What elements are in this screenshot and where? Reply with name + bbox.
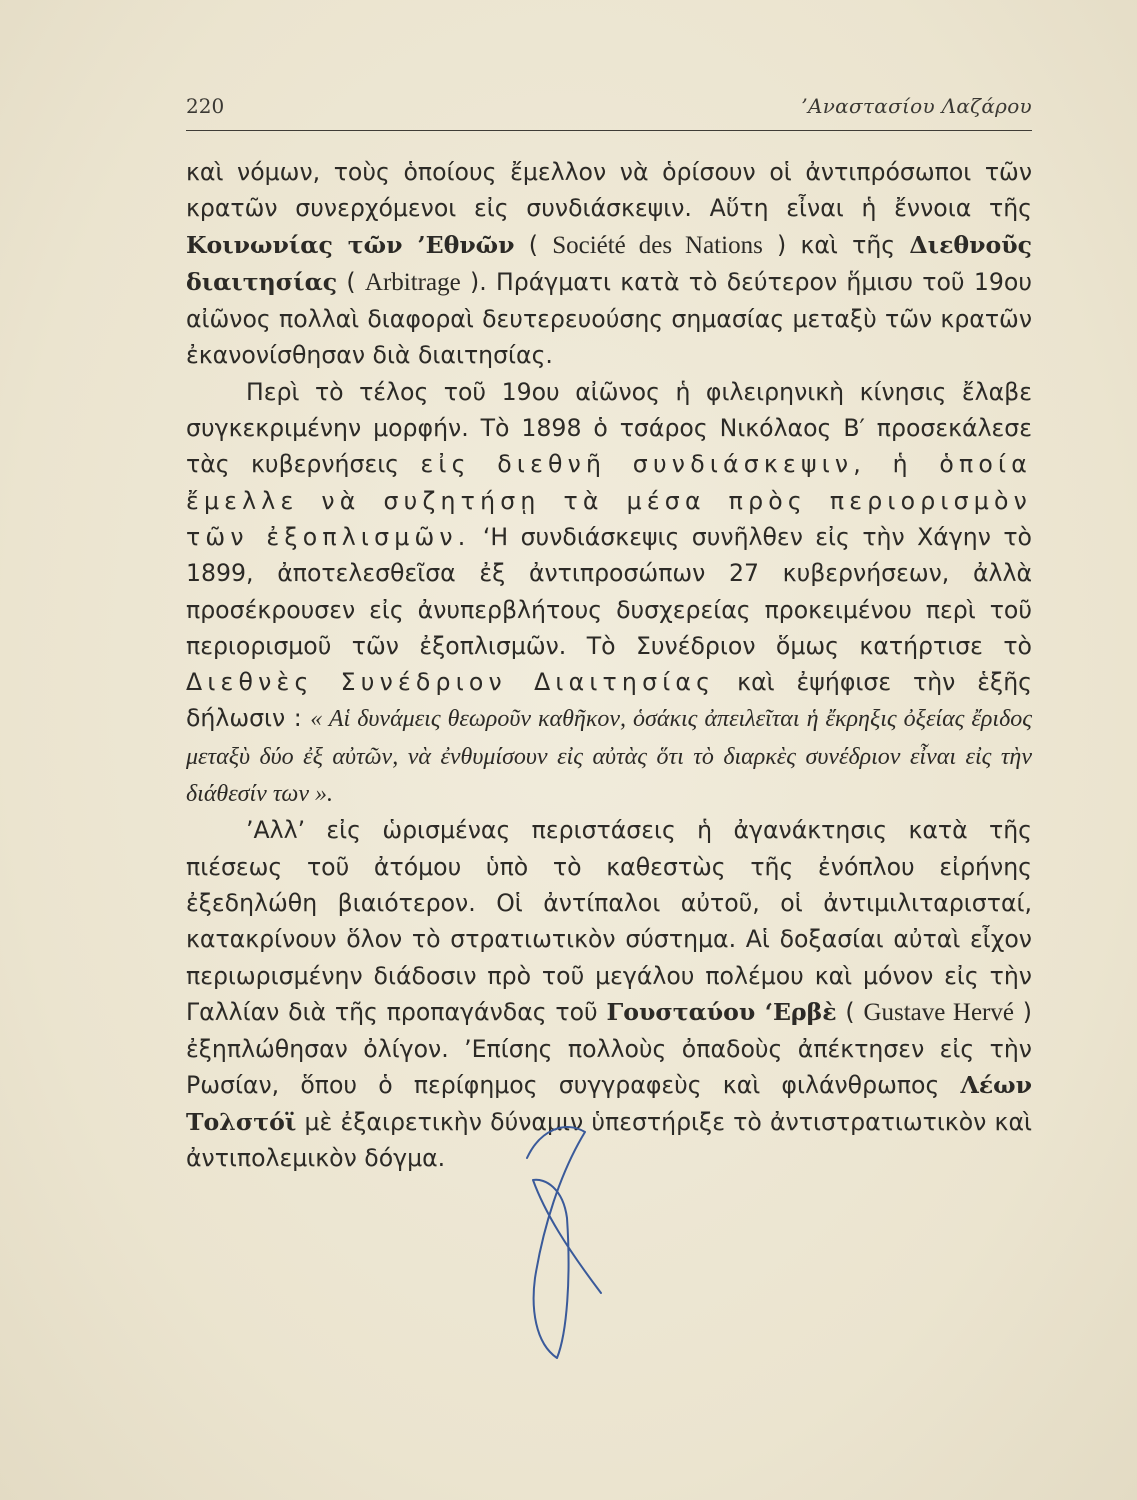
text-segment: μὲ ἐξαιρετικὴν δύναμιν ὑπεστήριξε τὸ ἀντιστρατιωτικὸν καὶ ἀντιπολεμικὸν δόγμα. bbox=[186, 1107, 1032, 1173]
text-segment: ( bbox=[514, 230, 553, 259]
paragraph-2 bbox=[186, 374, 1032, 813]
text-segment: καὶ νόμων, τοὺς ὁποίους ἔμελλον νὰ ὁρίσουν οἱ ἀντιπρόσωποι τῶν κρατῶν συνερχόμενοι εἰς συνδιάσκεψιν. Αὕτη εἶναι ἡ ἔννοια τῆς bbox=[186, 158, 1032, 223]
text-segment: Διεθνοῦς διαιτησίας bbox=[186, 230, 1032, 296]
body-text bbox=[186, 154, 1032, 1176]
text-segment: ‘Η συνδιάσκεψις συνῆλθεν εἰς τὴν Χάγην τὸ 1899, ἀποτελεσθεῖσα ἐξ ἀντιπροσώπων 27 κυβερνήσεων, ἀλλὰ προσέκρουσεν εἰς ἀνυπερβλήτους δυσχερείας προκειμένου περὶ τοῦ περιορισμοῦ τῶν ἐξοπλισμῶν. Τὸ Συνέδριον ὅμως κατήρτισε τὸ bbox=[186, 522, 1032, 660]
text-segment: Διεθνὲς Συνέδριον Διαιτησίας bbox=[186, 668, 716, 697]
running-head-author: ’Αναστασίου Λαζάρου bbox=[801, 94, 1032, 118]
paragraph-1 bbox=[186, 154, 1032, 374]
text-segment: Λέων Τολστόϊ bbox=[186, 1071, 1032, 1136]
text-segment: ’Αλλ’ εἰς ὡρισμένας περιστάσεις ἡ ἀγανάκτησις κατὰ τῆς πιέσεως τοῦ ἀτόμου ὑπὸ τὸ καθεστὼς τῆς ἐνόπλου εἰρήνης ἐξεδηλώθη βιαιότερον. Οἱ ἀντίπαλοι αὐτοῦ, οἱ ἀντιμιλιταρισταί, κατακρίνουν ὅλον τὸ στρατιωτικὸν σύστημα. Αἱ δοξασίαι αὐταὶ εἶχον περιωρισμένην διάδοσιν πρὸ τοῦ μεγάλου πολέμου καὶ μόνον εἰς τὴν Γαλλίαν διὰ τῆς προπαγάνδας τοῦ bbox=[186, 816, 1032, 1026]
text-segment: ( bbox=[337, 267, 365, 296]
header-rule bbox=[186, 130, 1032, 131]
text-segment: « Αἱ δυνάμεις θεωροῦν καθῆκον, ὁσάκις ἀπειλεῖται ἡ ἔκρηξις ὀξείας ἔριδος μεταξὺ δύο ἐξ αὐτῶν, νὰ ἐνθυμίσουν εἰς αὐτὰς ὅτι τὸ διαρκὲς συνέδριον εἶναι εἰς τὴν διάθεσίν των ». bbox=[186, 706, 1032, 808]
text-segment: Περὶ τὸ τέλος τοῦ 19ου αἰῶνος ἡ φιλειρηνικὴ κίνησις ἔλαβε συγκεκριμένην μορφήν. Τὸ 1898 ὁ τσάρος Νικόλαος Β′ προσεκάλεσε τὰς κυβερνήσεις bbox=[186, 377, 1032, 479]
page-header bbox=[186, 94, 1032, 124]
text-segment: ( bbox=[836, 997, 864, 1026]
text-segment: Γουσταύου ‘Ερβὲ bbox=[606, 997, 837, 1026]
text-segment: εἰς διεθνῆ συνδιάσκεψιν, ἡ ὁποία ἔμελλε νὰ συζητήσῃ τὰ μέσα πρὸς περιορισμὸν τῶν ἐξοπλισμῶν. bbox=[186, 450, 1032, 551]
text-segment: καὶ ἐψήφισε τὴν ἑξῆς δήλωσιν : bbox=[186, 668, 1032, 733]
text-segment: ). Πράγματι κατὰ τὸ δεύτερον ἥμισυ τοῦ 19ου αἰῶνος πολλαὶ διαφοραὶ δευτερευούσης σημασίας μεταξὺ τῶν κρατῶν ἐκανονίσθησαν διὰ διαιτησίας. bbox=[186, 267, 1032, 370]
text-segment: Gustave Hervé bbox=[863, 998, 1014, 1026]
page-number: 220 bbox=[186, 94, 225, 118]
handwritten-mark bbox=[505, 1118, 615, 1368]
text-segment: Société des Nations bbox=[552, 231, 763, 259]
text-segment: Arbitrage bbox=[364, 268, 461, 296]
text-segment: Κοινωνίας τῶν ’Εθνῶν bbox=[186, 230, 515, 259]
text-segment: ) καὶ τῆς bbox=[762, 230, 910, 259]
text-segment: ) ἐξηπλώθησαν ὀλίγον. ’Επίσης πολλοὺς ὀπαδοὺς ἀπέκτησεν εἰς τὴν Ρωσίαν, ὅπου ὁ περίφημος συγγραφεὺς καὶ φιλάνθρωπος bbox=[186, 997, 1032, 1100]
